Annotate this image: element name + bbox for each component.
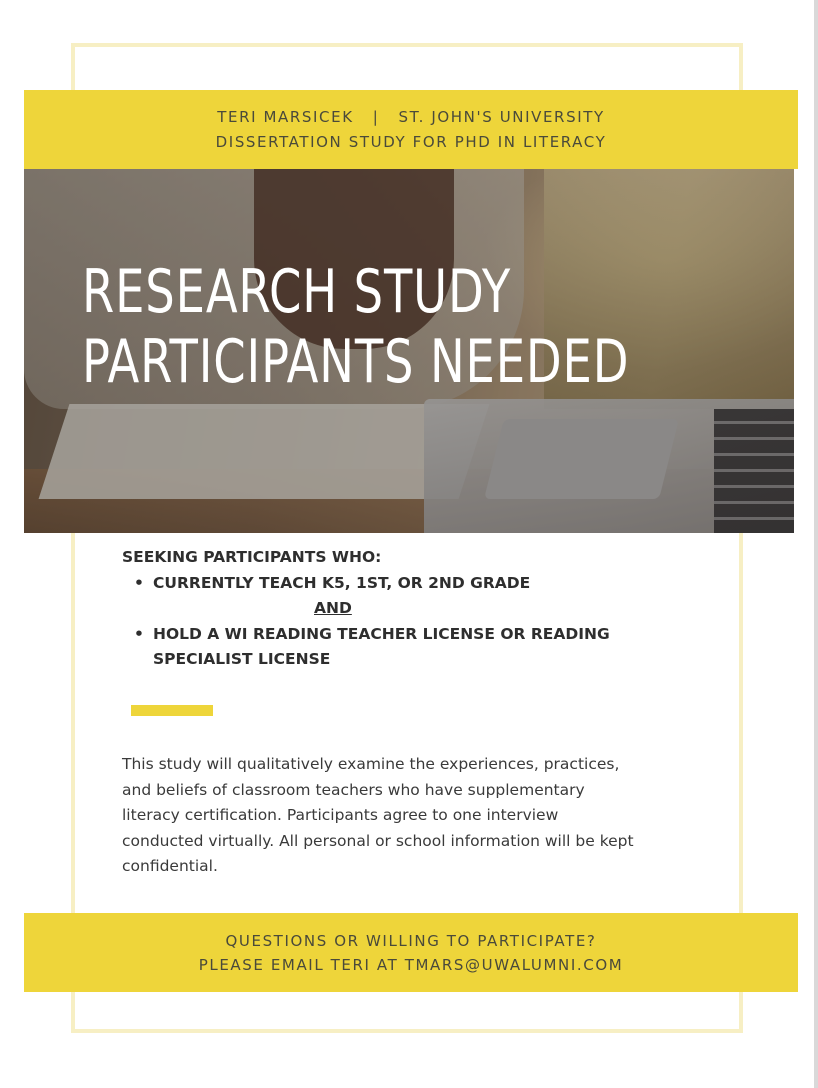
description-line3: literacy certification. Participants agree to one interview [122,806,559,824]
author-university-line: TERI MARSICEK | ST. JOHN'S UNIVERSITY [217,107,605,126]
description-line1: This study will qualitatively examine the experiences, practices, [122,755,620,773]
contact-banner [24,913,798,992]
criteria-item-grade-text: CURRENTLY TEACH K5, 1ST, OR 2ND GRADE [153,573,531,592]
criteria-item-grade [122,571,682,597]
criteria-heading: SEEKING PARTICIPANTS WHO: [122,548,382,566]
description-line2: and beliefs of classroom teachers who have supplementary [122,780,585,799]
hero-title-line2: PARTICIPANTS NEEDED [82,327,630,397]
accent-divider [131,705,213,716]
criteria-item-license-line1: HOLD A WI READING TEACHER LICENSE OR READING [153,624,610,643]
study-description [122,752,662,880]
header-banner [24,90,798,169]
page-edge [814,0,818,1088]
study-description-line: DISSERTATION STUDY FOR PHD IN LITERACY [215,132,607,151]
hero-title [82,257,629,397]
description-line5: confidential. [122,857,218,875]
description-line4: conducted virtually. All personal or school information will be kept [122,831,634,850]
participant-criteria [122,545,682,673]
bullet-icon: • [134,624,144,643]
hero-title-line1: RESEARCH STUDY [82,257,512,327]
hero-photo [24,169,794,533]
contact-email-line: PLEASE EMAIL TERI AT TMARS@UWALUMNI.COM [198,955,624,974]
criteria-connector: AND [314,599,352,617]
criteria-list [122,571,682,673]
contact-question: QUESTIONS OR WILLING TO PARTICIPATE? [225,931,597,950]
bullet-icon: • [134,573,144,592]
criteria-item-license [122,622,682,673]
criteria-item-license-line2: SPECIALIST LICENSE [153,650,331,668]
